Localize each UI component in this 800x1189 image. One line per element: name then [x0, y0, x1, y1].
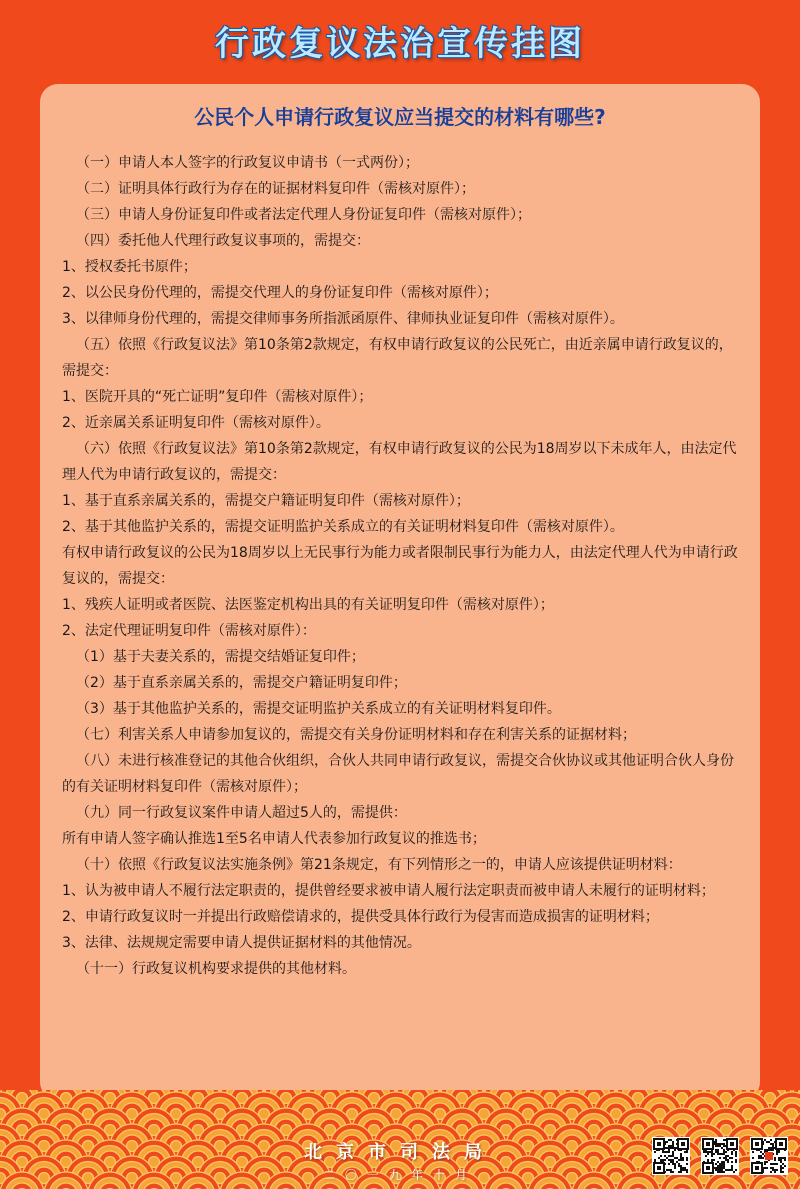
footer-date: 二〇一九年十月	[322, 1168, 477, 1182]
material-line: 3、法律、法规规定需要申请人提供证据材料的其他情况。	[62, 935, 421, 951]
poster-title: 行政复议法治宣传挂图	[215, 24, 585, 64]
material-line: 1、认为被申请人不履行法定职责的，提供曾经要求被申请人履行法定职责而被申请人未履行的证明材料；	[62, 883, 715, 899]
material-line: 2、法定代理证明复印件（需核对原件）：	[62, 623, 316, 639]
material-line: 2、以公民身份代理的，需提交代理人的身份证复印件（需核对原件）；	[62, 285, 498, 301]
material-line: （2）基于直系亲属关系的，需提交户籍证明复印件；	[76, 675, 407, 691]
material-line: 2、近亲属关系证明复印件（需核对原件）。	[62, 415, 330, 431]
material-line: 1、授权委托书原件；	[62, 259, 197, 275]
material-line: 2、申请行政复议时一并提出行政赔偿请求的，提供受具体行政行为侵害而造成损害的证明材料；	[62, 909, 659, 925]
panel-heading: 公民个人申请行政复议应当提交的材料有哪些?	[194, 105, 606, 129]
material-line: 1、医院开具的“死亡证明”复印件（需核对原件）；	[62, 389, 373, 405]
material-line: （七）利害关系人申请参加复议的，需提交有关身份证明材料和存在利害关系的证据材料；	[76, 727, 636, 743]
material-line: 3、以律师身份代理的，需提交律师事务所指派函原件、律师执业证复印件（需核对原件）。	[62, 311, 624, 327]
material-line: （四）委托他人代理行政复议事项的，需提交：	[76, 233, 370, 249]
material-line: （二）证明具体行政行为存在的证据材料复印件（需核对原件）；	[76, 181, 475, 197]
qr-code-icon	[750, 1137, 788, 1183]
material-line: （六）依照《行政复议法》第10条第2款规定，有权申请行政复议的公民为18周岁以下未成年人，由法定代理人代为申请行政复议的，需提交：	[62, 441, 737, 483]
material-line: 2、基于其他监护关系的，需提交证明监护关系成立的有关证明材料复印件（需核对原件）。	[62, 519, 624, 535]
material-line: （十）依照《行政复议法实施条例》第21条规定，有下列情形之一的，申请人应该提供证明材料：	[76, 857, 682, 873]
material-line: （九）同一行政复议案件申请人超过5人的，需提供：	[76, 805, 407, 821]
materials-list	[62, 150, 746, 982]
material-line: （十一）行政复议机构要求提供的其他材料。	[76, 961, 356, 977]
material-line: （三）申请人身份证复印件或者法定代理人身份证复印件（需核对原件）；	[76, 207, 531, 223]
qr-code-icon	[701, 1137, 739, 1183]
material-line: （1）基于夫妻关系的，需提交结婚证复印件；	[76, 649, 365, 665]
material-line: （一）申请人本人签字的行政复议申请书（一式两份）；	[76, 155, 419, 171]
material-line: 1、基于直系亲属关系的，需提交户籍证明复印件（需核对原件）；	[62, 493, 470, 509]
material-line: （五）依照《行政复议法》第10条第2款规定，有权申请行政复议的公民死亡，由近亲属申请行政复议的，需提交：	[62, 337, 733, 379]
material-line: 所有申请人签字确认推选1至5名申请人代表参加行政复议的推选书；	[62, 831, 486, 847]
footer-organization: 北京市司法局	[304, 1142, 496, 1163]
qr-code-icon	[652, 1137, 690, 1183]
content-panel	[40, 84, 760, 1100]
material-line: 有权申请行政复议的公民为18周岁以上无民事行为能力或者限制民事行为能力人，由法定代理人代为申请行政复议的，需提交：	[62, 545, 738, 587]
material-line: （3）基于其他监护关系的，需提交证明监护关系成立的有关证明材料复印件。	[76, 701, 561, 717]
material-line: 1、残疾人证明或者医院、法医鉴定机构出具的有关证明复印件（需核对原件）；	[62, 597, 554, 613]
material-line: （八）未进行核准登记的其他合伙组织，合伙人共同申请行政复议，需提交合伙协议或其他证明合伙人身份的有关证明材料复印件（需核对原件）；	[62, 753, 734, 795]
